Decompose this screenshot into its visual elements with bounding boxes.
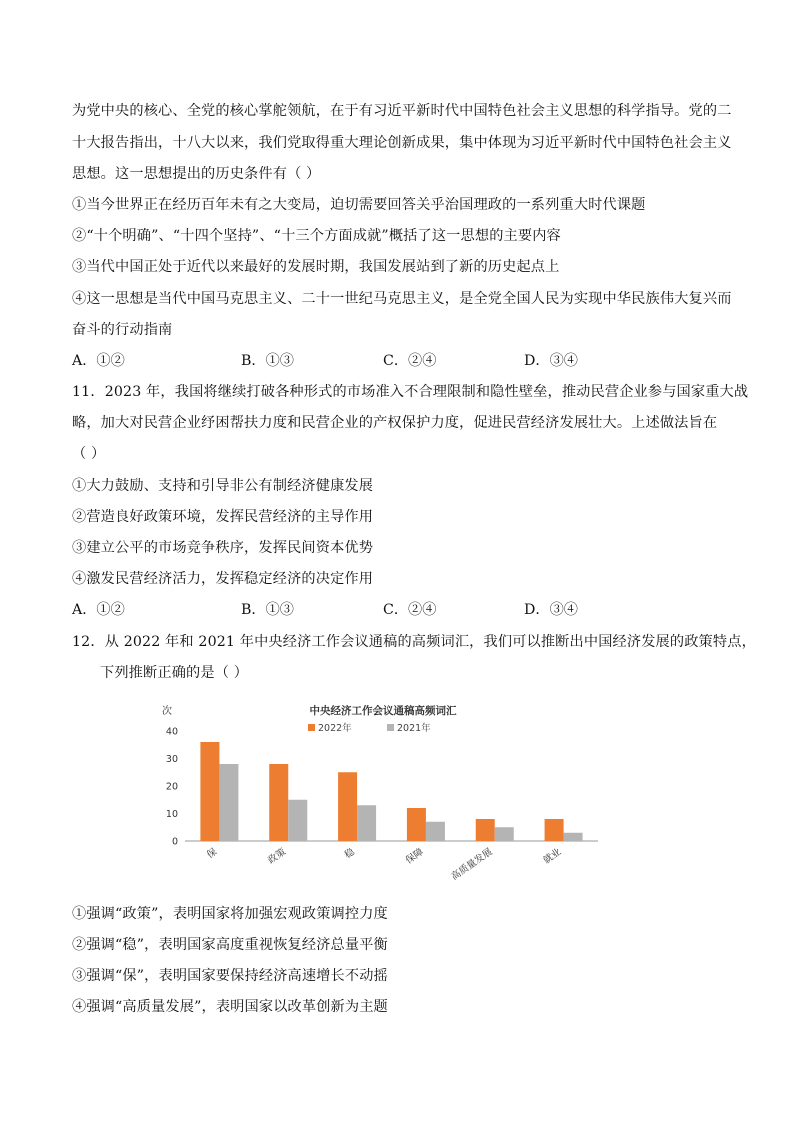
- bar-2022-3: [338, 772, 357, 841]
- x-category-label-4: 保障: [403, 846, 426, 867]
- y-axis-unit-label: 次: [162, 706, 172, 717]
- q12-item-1: ①强调“政策”，表明国家将加强宏观政策调控力度: [72, 906, 388, 922]
- bar-2022-1: [200, 742, 219, 841]
- q10-stem-line-2: 十大报告指出，十八大以来，我们党取得重大理论创新成果，集中体现为习近平新时代中国特色社会主义: [72, 135, 732, 151]
- bar-2022-6: [545, 819, 564, 841]
- q11-item-4: ④激发民营经济活力，发挥稳定经济的决定作用: [72, 571, 374, 587]
- bar-2021-6: [564, 833, 583, 841]
- q11-option-a: A．①②: [72, 602, 125, 618]
- q10-item-2: ②“十个明确”、“十四个坚持”、“十三个方面成就”概括了这一思想的主要内容: [72, 228, 561, 244]
- q12-stem-line-1: 12．从 2022 年和 2021 年中央经济工作会议通稿的高频词汇，我们可以推断出中国经济发展的政策特点，: [72, 634, 756, 650]
- bar-2021-3: [357, 805, 376, 841]
- y-tick-label-10: 10: [165, 809, 178, 820]
- q11-stem-line-3: （ ）: [72, 446, 106, 462]
- legend-swatch-2: [387, 724, 394, 731]
- q10-stem-line-1: 为党中央的核心、全党的核心掌舵领航，在于有习近平新时代中国特色社会主义思想的科学指导。党的二: [72, 103, 732, 119]
- bar-2022-2: [269, 764, 288, 841]
- chart-title: 中央经济工作会议通稿高频词汇: [309, 705, 457, 717]
- q11-item-3: ③建立公平的市场竞争秩序，发挥民间资本优势: [72, 540, 374, 556]
- q10-item-4: ④这一思想是当代中国马克思主义、二十一世纪马克思主义，是全党全国人民为实现中华民族伟大复兴而: [72, 291, 732, 307]
- y-tick-label-0: 0: [171, 836, 178, 848]
- x-category-label-2: 政策: [266, 846, 288, 867]
- y-tick-label-20: 20: [165, 781, 178, 793]
- q11-stem-line-2: 略，加大对民营企业纾困帮扶力度和民营企业的产权保护力度，促进民营经济发展壮大。上述做法旨在: [72, 415, 718, 431]
- bar-2021-2: [288, 800, 307, 841]
- x-category-label-5: 高质量发展: [449, 846, 495, 883]
- legend-label-1: 2022年: [318, 723, 352, 734]
- q12-item-2: ②强调“稳”，表明国家高度重视恢复经济总量平衡: [72, 937, 388, 953]
- y-tick-label-30: 30: [165, 754, 178, 765]
- q10-option-a: A．①②: [72, 353, 125, 369]
- x-category-label-1: 保: [205, 846, 220, 861]
- q10-item-1: ①当今世界正在经历百年未有之大变局，迫切需要回答关乎治国理政的一系列重大时代课题: [72, 197, 646, 213]
- q11-stem-line-1: 11．2023 年，我国将继续打破各种形式的市场准入不合理限制和隐性壁垒，推动民营企业参与国家重大战: [72, 384, 749, 400]
- y-tick-label-40: 40: [165, 726, 178, 738]
- bar-2021-5: [495, 827, 514, 841]
- legend-swatch-1: [308, 724, 315, 731]
- q10-option-b: B．①③: [241, 353, 294, 369]
- q12-item-4: ④强调“高质量发展”，表明国家以改革创新为主题: [72, 999, 388, 1015]
- q10-option-c: C．②④: [383, 353, 437, 369]
- x-category-label-3: 稳: [342, 846, 357, 861]
- q11-item-2: ②营造良好政策环境，发挥民营经济的主导作用: [72, 509, 374, 525]
- q11-option-c: C．②④: [383, 602, 437, 618]
- chart-svg: [158, 700, 608, 890]
- bar-2021-1: [219, 764, 238, 841]
- q12-stem-line-2: 下列推断正确的是（ ）: [100, 665, 249, 681]
- q12-item-3: ③强调“保”，表明国家要保持经济高速增长不动摇: [72, 968, 388, 984]
- word-frequency-chart: [158, 700, 608, 890]
- q11-option-d: D．③④: [524, 602, 578, 618]
- x-category-label-6: 就业: [541, 846, 564, 867]
- q10-item-4-cont: 奋斗的行动指南: [72, 322, 173, 338]
- bar-2022-4: [407, 808, 426, 841]
- q11-option-b: B．①③: [241, 602, 294, 618]
- q11-item-1: ①大力鼓励、支持和引导非公有制经济健康发展: [72, 478, 374, 494]
- bar-2021-4: [426, 822, 445, 841]
- q10-stem-line-3: 思想。这一思想提出的历史条件有（ ）: [72, 166, 321, 182]
- q10-item-3: ③当代中国正处于近代以来最好的发展时期，我国发展站到了新的历史起点上: [72, 259, 560, 275]
- q10-option-d: D．③④: [524, 353, 578, 369]
- legend-label-2: 2021年: [397, 723, 431, 734]
- bar-2022-5: [476, 819, 495, 841]
